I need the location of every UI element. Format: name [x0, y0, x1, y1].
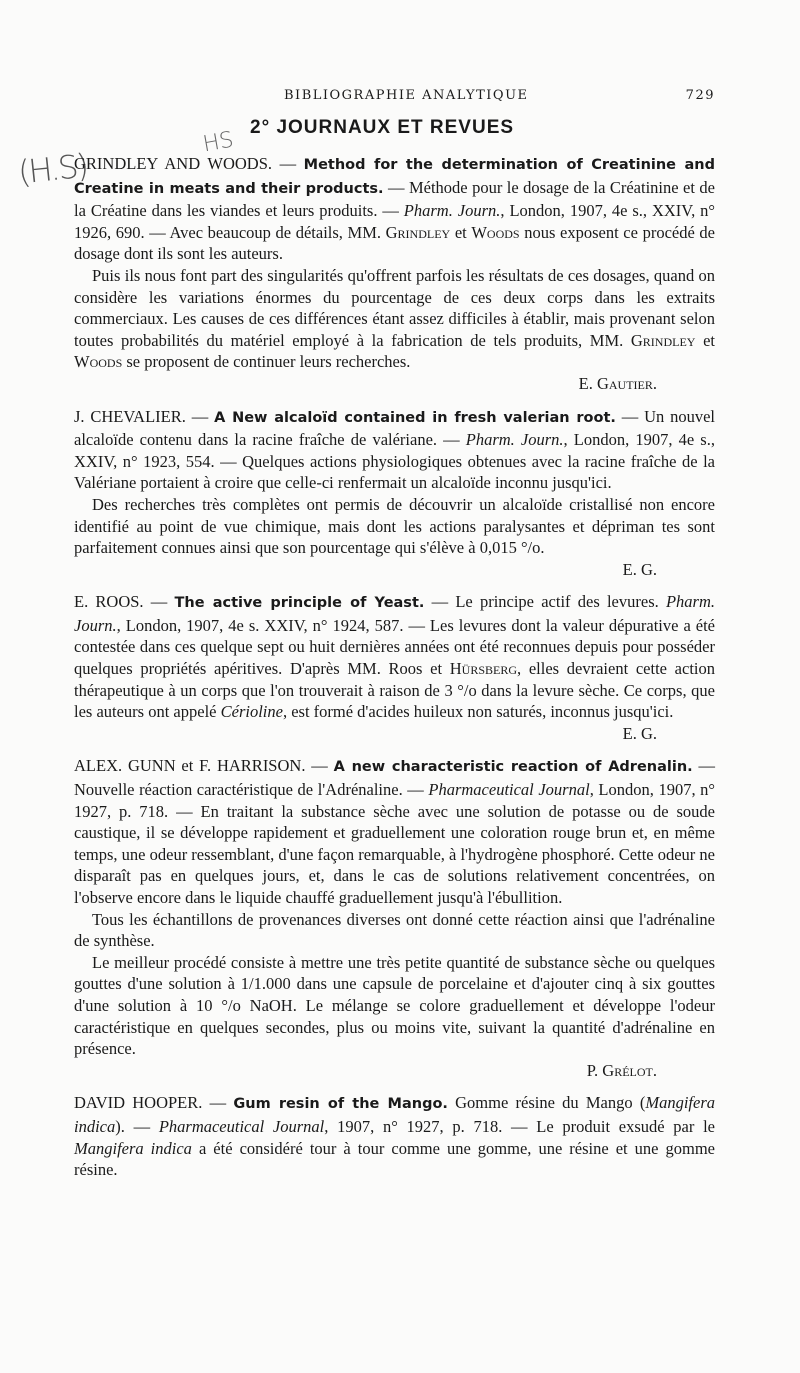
entry-author: J. CHEVALIER.	[74, 406, 186, 426]
journal-name: Pharmaceutical Journal	[158, 1116, 325, 1136]
running-title: BIBLIOGRAPHIE ANALYTIQUE	[284, 88, 529, 103]
journal-name: Pharm. Journ.	[74, 592, 716, 635]
journal-name: Pharmaceutical Journal	[428, 780, 590, 800]
entry-title: Gum resin of the Mango.	[233, 1096, 448, 1113]
entry-paragraph: ALEX. GUNN et F. HARRISON. — A new characteristic reaction of Adrenalin. — Nouvelle réaction caractéristique de l'Adrénaline. — Pharmaceutical Journal, London, 1907, n° 1927, p. 718. — En traitant la substance sèche avec une solution de potasse ou de soude caustique, il se développe rapidement et graduellement une coloration rouge brun et, en même temps, une odeur ressemblant, d'une façon remarquable, à l'hydrogène phosphoré. Cette odeur ne disparaît pas en quelques jours, et, dans le cas de solutions relativement concentrées, on l'observe encore dans le liquide chauffé graduellement jusqu'à l'ébullition.	[74, 756, 715, 907]
page-header	[74, 80, 715, 104]
entry-title: A new characteristic reaction of Adrenalin.	[333, 759, 693, 776]
entry-author: DAVID HOOPER.	[74, 1093, 203, 1113]
species-name: Mangifera indica	[74, 1093, 716, 1136]
journal-name: Pharm. Journ.	[403, 201, 501, 221]
page	[74, 80, 715, 1192]
entry-signature: E. G.	[622, 559, 657, 579]
entry-paragraph: Puis ils nous font part des singularités qu'offrent parfois les résultats de ces dosages, quand on considère les variations énormes du pourcentage de ces deux corps dans les extraits commerciaux. Les causes de ces différences étant assez difficiles à établir, mais provenant selon toutes probabilités du matériel employé à la fabrication de tels produits, MM. Grindley et Woods se proposent de continuer leurs recherches.	[74, 265, 715, 372]
entry-author: GRINDLEY AND WOODS.	[74, 154, 273, 173]
section-title: 2° JOURNAUX ET REVUES	[250, 117, 515, 138]
entry-grindley	[74, 153, 715, 395]
entry-paragraph: Tous les échantillons de provenances diverses ont donné cette réaction ainsi que l'adrénaline de synthèse.	[74, 909, 715, 951]
entry-paragraph: DAVID HOOPER. — Gum resin of the Mango. Gomme résine du Mango (Mangifera indica). — Pharmaceutical Journal, 1907, n° 1927, p. 718. — Le produit exsudé par le Mangifera indica a été considéré tour à tour comme une gomme, une résine et une gomme résine.	[74, 1093, 716, 1180]
entry-title: Method for the determination of Creatinine and Creatine in meats and their products.	[74, 157, 715, 197]
entry-paragraph: J. CHEVALIER. — A New alcaloïd contained in fresh valerian root. — Un nouvel alcaloïde contenu dans la racine fraîche de valériane. — Pharm. Journ., London, 1907, 4e s., XXIV, n° 1923, 554. — Quelques actions physiologiques obtenues avec la racine fraîche de la Valériane portaient à croire que celle-ci renfermait un alcaloïde inconnu jusqu'ici.	[74, 406, 716, 493]
entry-author: E. ROOS.	[74, 592, 144, 612]
entry-title: A New alcaloïd contained in fresh valerian root.	[214, 409, 616, 426]
entry-chevalier	[74, 406, 715, 581]
entry-roos	[74, 591, 715, 744]
journal-name: Pharm. Journ.	[465, 430, 564, 450]
entry-signature: P. Grélot.	[586, 1060, 657, 1080]
entry-paragraph: GRINDLEY AND WOODS. — Method for the determination of Creatinine and Creatine in meats and their products. — Méthode pour le dosage de la Créatinine et de la Créatine dans les viandes et leurs produits. — Pharm. Journ., London, 1907, 4e s., XXIV, n° 1926, 690. — Avec beaucoup de détails, MM. Grindley et Woods nous exposent ce procédé de dosage dont ils sont les auteurs.	[74, 154, 715, 264]
entry-paragraph: Le meilleur procédé consiste à mettre une très petite quantité de substance sèche ou quelques gouttes d'une solution à 1/1.000 dans une capsule de porcelaine et d'ajouter cinq à six gouttes d'une solution à 10 °/o NaOH. Le mélange se colore graduellement et développe l'odeur caractéristique en quelques secondes, plus ou moins vite, suivant la quantité d'adrénaline en présence.	[74, 952, 715, 1059]
entry-author: ALEX. GUNN et F. HARRISON.	[74, 756, 306, 776]
entry-paragraph: Des recherches très complètes ont permis de découvrir un alcaloïde cristallisé non encore identifié au point de vue chimique, mais dont les actions paralysantes et dépriman tes sont parfaitement connues ainsi que son pourcentage qui s'élève à 0,015 °/o.	[74, 494, 715, 558]
pencil-annotation: HS	[201, 127, 236, 158]
margin-annotation: (H.S)	[16, 146, 89, 192]
entry-signature: E. G.	[622, 723, 657, 743]
page-number: 729	[685, 88, 715, 103]
species-name: Mangifera indica	[74, 1138, 192, 1158]
entry-paragraph: E. ROOS. — The active principle of Yeast. — Le principe actif des levures. Pharm. Journ., London, 1907, 4e s. XXIV, n° 1924, 587. — Les levures dont la valeur dépurative a été contestée dans ces quelque sept ou huit dernières années ont été reconnues depuis pour posséder quelques propriétés apéritives. D'après MM. Roos et Hürsberg, elles devraient cette action thérapeutique à un corps que l'on trouverait à raison de 3 °/o dans la levure sèche. Ce corps, que les auteurs ont appelé Cérioline, est formé d'acides huileux non saturés, inconnus jusqu'ici.	[74, 592, 716, 722]
entry-signature: E. Gautier.	[578, 373, 657, 393]
entry-hooper	[74, 1092, 715, 1180]
entry-gunn-harrison	[74, 755, 715, 1081]
entry-title: The active principle of Yeast.	[174, 595, 425, 612]
